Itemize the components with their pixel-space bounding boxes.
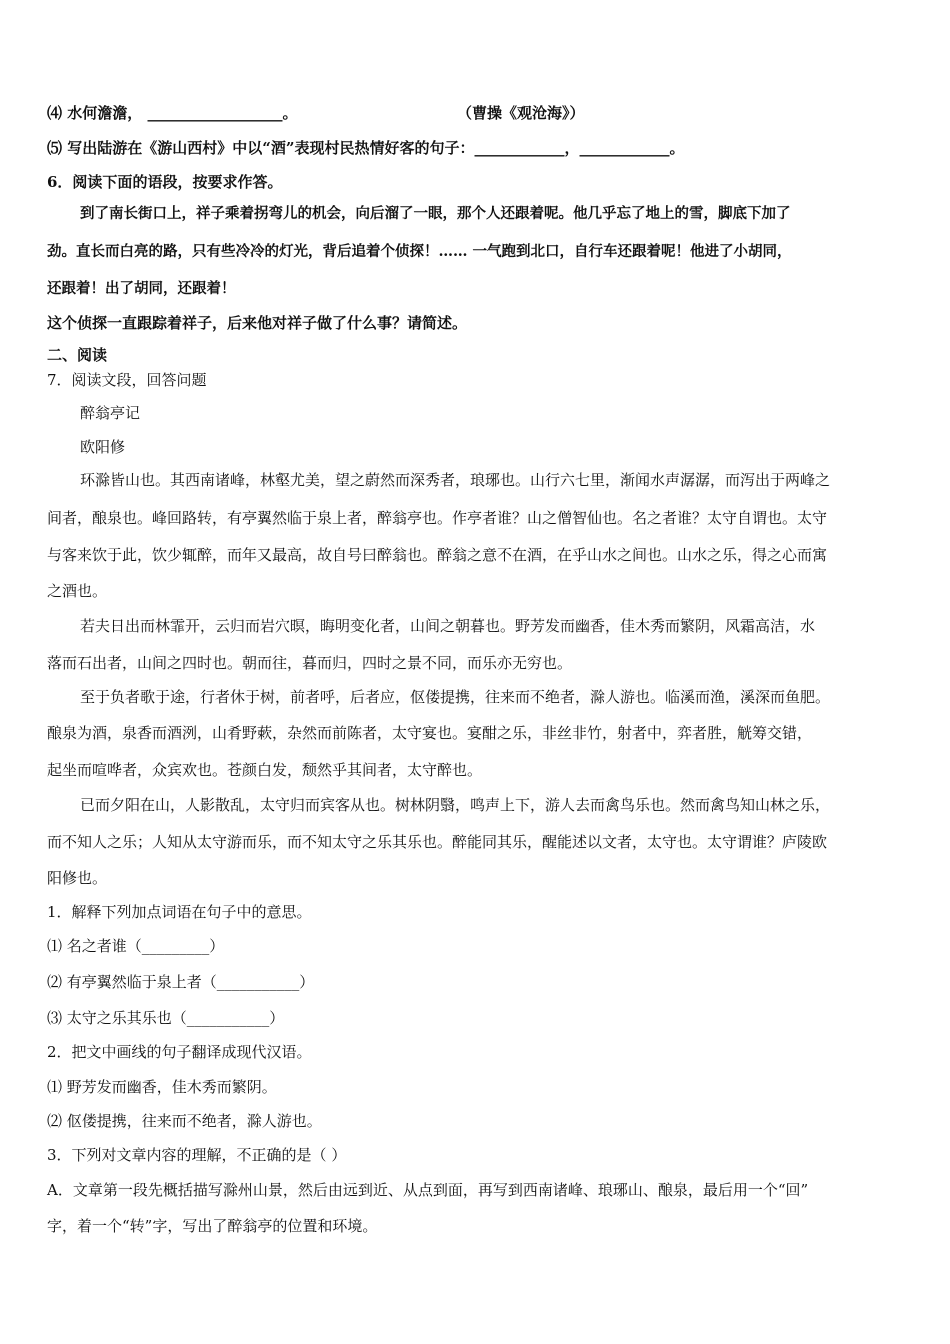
- q6-question: 这个侦探一直跟踪着祥子，后来他对祥子做了什么事？请简述。: [47, 314, 468, 332]
- fill-blank-item-5: ⑸ 写出陆游在《游山西村》中以“酒”表现村民热情好客的句子：____________，____________。: [47, 139, 685, 157]
- para1-line-1: 环滁皆山也。其西南诸峰，林壑尤美，望之蔚然而深秀者，琅琊也。山行六七里，渐闻水声潺潺，而泻出于两峰之: [80, 471, 831, 489]
- q6-passage-line-3: 还跟着！出了胡同，还跟着！: [47, 280, 236, 297]
- para2-line-1: 若夫日出而林霏开，云归而岩穴暝，晦明变化者，山间之朝暮也。野芳发而幽香，佳木秀而繁阴，风霜高洁，水: [80, 617, 816, 635]
- question-2-item-1: ⑴ 野芳发而幽香，佳木秀而繁阴。: [47, 1078, 277, 1096]
- question-1-item-1: ⑴ 名之者谁（_________）: [47, 937, 225, 955]
- option-a-line-2: 字，着一个“转”字，写出了醉翁亭的位置和环境。: [47, 1217, 378, 1235]
- item-4-source: （曹操《观沧海》）: [457, 104, 585, 122]
- para4-line-3: 阳修也。: [47, 869, 108, 887]
- para4-line-1: 已而夕阳在山，人影散乱，太守归而宾客从也。树林阴翳，鸣声上下，游人去而禽鸟乐也。然而禽鸟知山林之乐，: [80, 796, 831, 814]
- q6-passage-line-2: 劲。直长而白亮的路，只有些冷冷的灯光，背后追着个侦探！…… 一气跑到北口，自行车还跟着呢！他进了小胡同，: [47, 243, 792, 260]
- essay-author: 欧阳修: [80, 438, 126, 456]
- question-1-item-3: ⑶ 太守之乐其乐也（___________）: [47, 1009, 285, 1027]
- fill-blank-item-4: [47, 103, 903, 123]
- option-a-line-1: A．文章第一段先概括描写滁州山景，然后由远到近、从点到面，再写到西南诸峰、琅琊山、酿泉，最后用一个“回”: [47, 1181, 809, 1199]
- question-1-item-2: ⑵ 有亭翼然临于泉上者（___________）: [47, 973, 315, 991]
- para3-line-1: 至于负者歌于途，行者休于树，前者呼，后者应，伛偻提携，往来而不绝者，滁人游也。临溪而渔，溪深而鱼肥。: [80, 688, 831, 706]
- para3-line-3: 起坐而喧哗者，众宾欢也。苍颜白发，颓然乎其间者，太守醉也。: [47, 761, 483, 779]
- essay-title: 醉翁亭记: [80, 404, 141, 422]
- question-1: 1．解释下列加点词语在句子中的意思。: [47, 903, 312, 921]
- para1-line-2: 间者，酿泉也。峰回路转，有亭翼然临于泉上者，醉翁亭也。作亭者谁？山之僧智仙也。名之者谁？太守自谓也。太守: [47, 509, 828, 527]
- question-6-title: 6．阅读下面的语段，按要求作答。: [47, 173, 283, 191]
- question-3: 3．下列对文章内容的理解，不正确的是（ ）: [47, 1146, 347, 1164]
- para1-line-3: 与客来饮于此，饮少辄醉，而年又最高，故自号曰醉翁也。醉翁之意不在酒，在乎山水之间也。山水之乐，得之心而寓: [47, 546, 828, 564]
- para3-line-2: 酿泉为酒，泉香而酒洌，山肴野蔌，杂然而前陈者，太守宴也。宴酣之乐，非丝非竹，射者中，弈者胜，觥筹交错，: [47, 724, 813, 742]
- question-2: 2．把文中画线的句子翻译成现代汉语。: [47, 1043, 312, 1061]
- question-2-item-2: ⑵ 伛偻提携，往来而不绝者，滁人游也。: [47, 1112, 322, 1130]
- para4-line-2: 而不知人之乐；人知从太守游而乐，而不知太守之乐其乐也。醉能同其乐，醒能述以文者，太守也。太守谓谁？庐陵欧: [47, 833, 828, 851]
- question-7-title: 7．阅读文段，回答问题: [47, 371, 207, 389]
- section-2-title: 二、阅读: [47, 346, 108, 364]
- para2-line-2: 落而石出者，山间之四时也。朝而往，暮而归，四时之景不同，而乐亦无穷也。: [47, 654, 573, 672]
- para1-line-4: 之酒也。: [47, 582, 108, 600]
- item-4-text: ⑷ 水何澹澹， __________________。: [47, 104, 298, 122]
- q6-passage-line-1: 到了南长街口上，祥子乘着拐弯儿的机会，向后溜了一眼，那个人还跟着呢。他几乎忘了地上的雪，脚底下加了: [80, 205, 791, 222]
